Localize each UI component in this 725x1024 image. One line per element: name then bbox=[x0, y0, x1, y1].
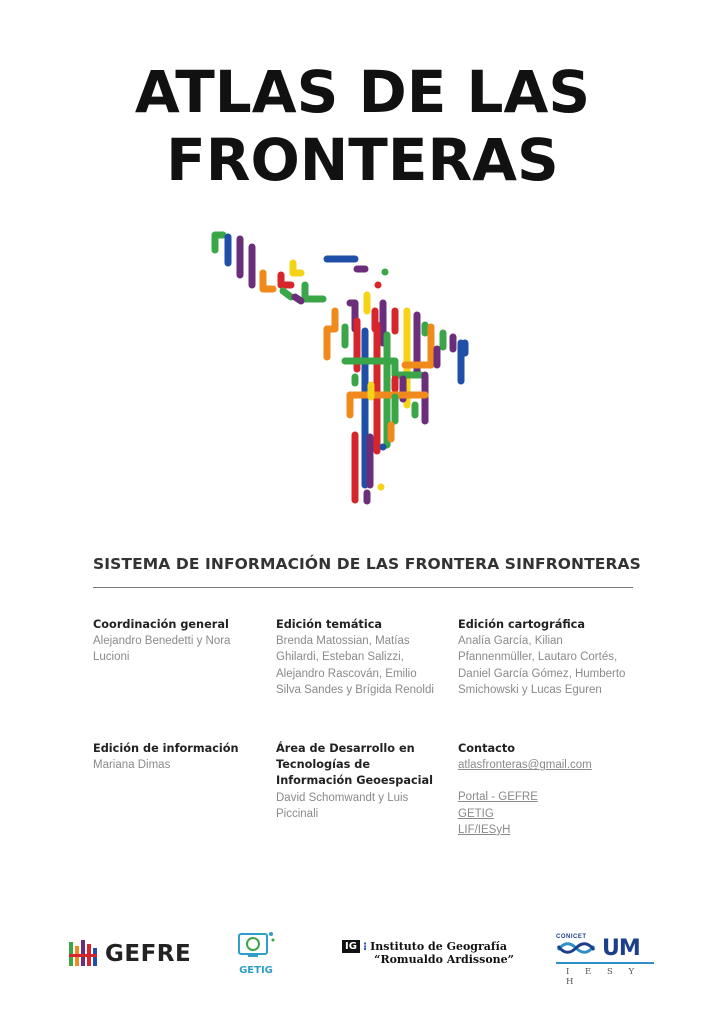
credit-coordinacion bbox=[93, 617, 263, 666]
lif-iesyh-link[interactable]: LIF/IESyH bbox=[458, 823, 511, 836]
credit-informacion-heading: Edición de información bbox=[93, 742, 239, 755]
contact-email-link[interactable]: atlasfronteras@gmail.com bbox=[458, 759, 592, 772]
credit-cartografica bbox=[458, 617, 638, 698]
credit-tematica-text: Brenda Matossian, Matías Ghilardi, Esteban Salizzi, Alejandro Rascován, Emilio Silva Sandes y Brígida Renoldi bbox=[276, 635, 434, 696]
credit-desarrollo-text: David Schomwandt y Luis Piccinali bbox=[276, 791, 409, 820]
credit-desarrollo bbox=[276, 741, 446, 822]
getig-logo bbox=[234, 930, 278, 976]
title-line-1: ATLAS DE LAS bbox=[134, 58, 591, 126]
ig-badge: IG bbox=[342, 940, 360, 953]
ig-logo-text bbox=[370, 940, 514, 966]
iesyh-text: I E S Y H bbox=[566, 967, 641, 987]
iesyh-divider bbox=[556, 962, 654, 964]
credit-informacion bbox=[93, 741, 263, 773]
credit-desarrollo-heading: Área de Desarrollo en Tecnologías de Información Geoespacial bbox=[276, 742, 434, 788]
ig-dots-icon: ⁝ bbox=[362, 941, 368, 953]
portal-gefre-link[interactable]: Portal - GEFRE bbox=[458, 791, 538, 804]
ig-line-2: “Romualdo Ardissone” bbox=[374, 953, 514, 966]
conicet-wave-icon bbox=[556, 940, 596, 956]
logos-row bbox=[0, 928, 725, 988]
credit-cartografica-heading: Edición cartográfica bbox=[458, 618, 586, 631]
getig-logo-text: GETIG bbox=[239, 965, 273, 976]
credit-cartografica-text: Analía García, Kilian Pfannenmüller, Lautaro Cortés, Daniel García Gómez, Humberto Smichowski y Lucas Eguren bbox=[458, 635, 626, 696]
divider bbox=[93, 587, 633, 588]
latin-america-map-logo bbox=[195, 225, 495, 515]
getig-link[interactable]: GETIG bbox=[458, 807, 494, 820]
ig-line-1: Instituto de Geografía bbox=[370, 940, 507, 953]
atlas-title bbox=[0, 58, 725, 194]
conicet-um-iesyh-logo bbox=[556, 934, 656, 987]
credit-contacto bbox=[458, 741, 628, 838]
gefre-logo bbox=[68, 938, 191, 970]
getig-globe-icon bbox=[236, 930, 276, 960]
conicet-logo bbox=[556, 934, 598, 961]
credit-coordinacion-heading: Coordinación general bbox=[93, 618, 229, 631]
credit-contacto-heading: Contacto bbox=[458, 742, 515, 755]
um-logo-text: UM bbox=[602, 936, 640, 961]
gefre-logo-text: GEFRE bbox=[105, 941, 192, 967]
credit-tematica bbox=[276, 617, 446, 698]
credit-coordinacion-text: Alejandro Benedetti y Nora Lucioni bbox=[93, 635, 231, 664]
conicet-text: CONICET bbox=[556, 934, 587, 940]
credit-informacion-text: Mariana Dimas bbox=[93, 759, 171, 772]
subtitle: SISTEMA DE INFORMACIÓN DE LAS FRONTERA SINFRONTERAS bbox=[93, 555, 641, 573]
credit-tematica-heading: Edición temática bbox=[276, 618, 383, 631]
instituto-geografia-logo bbox=[342, 940, 514, 966]
title-line-2: FRONTERAS bbox=[166, 126, 559, 194]
gefre-mark-icon bbox=[68, 938, 102, 970]
